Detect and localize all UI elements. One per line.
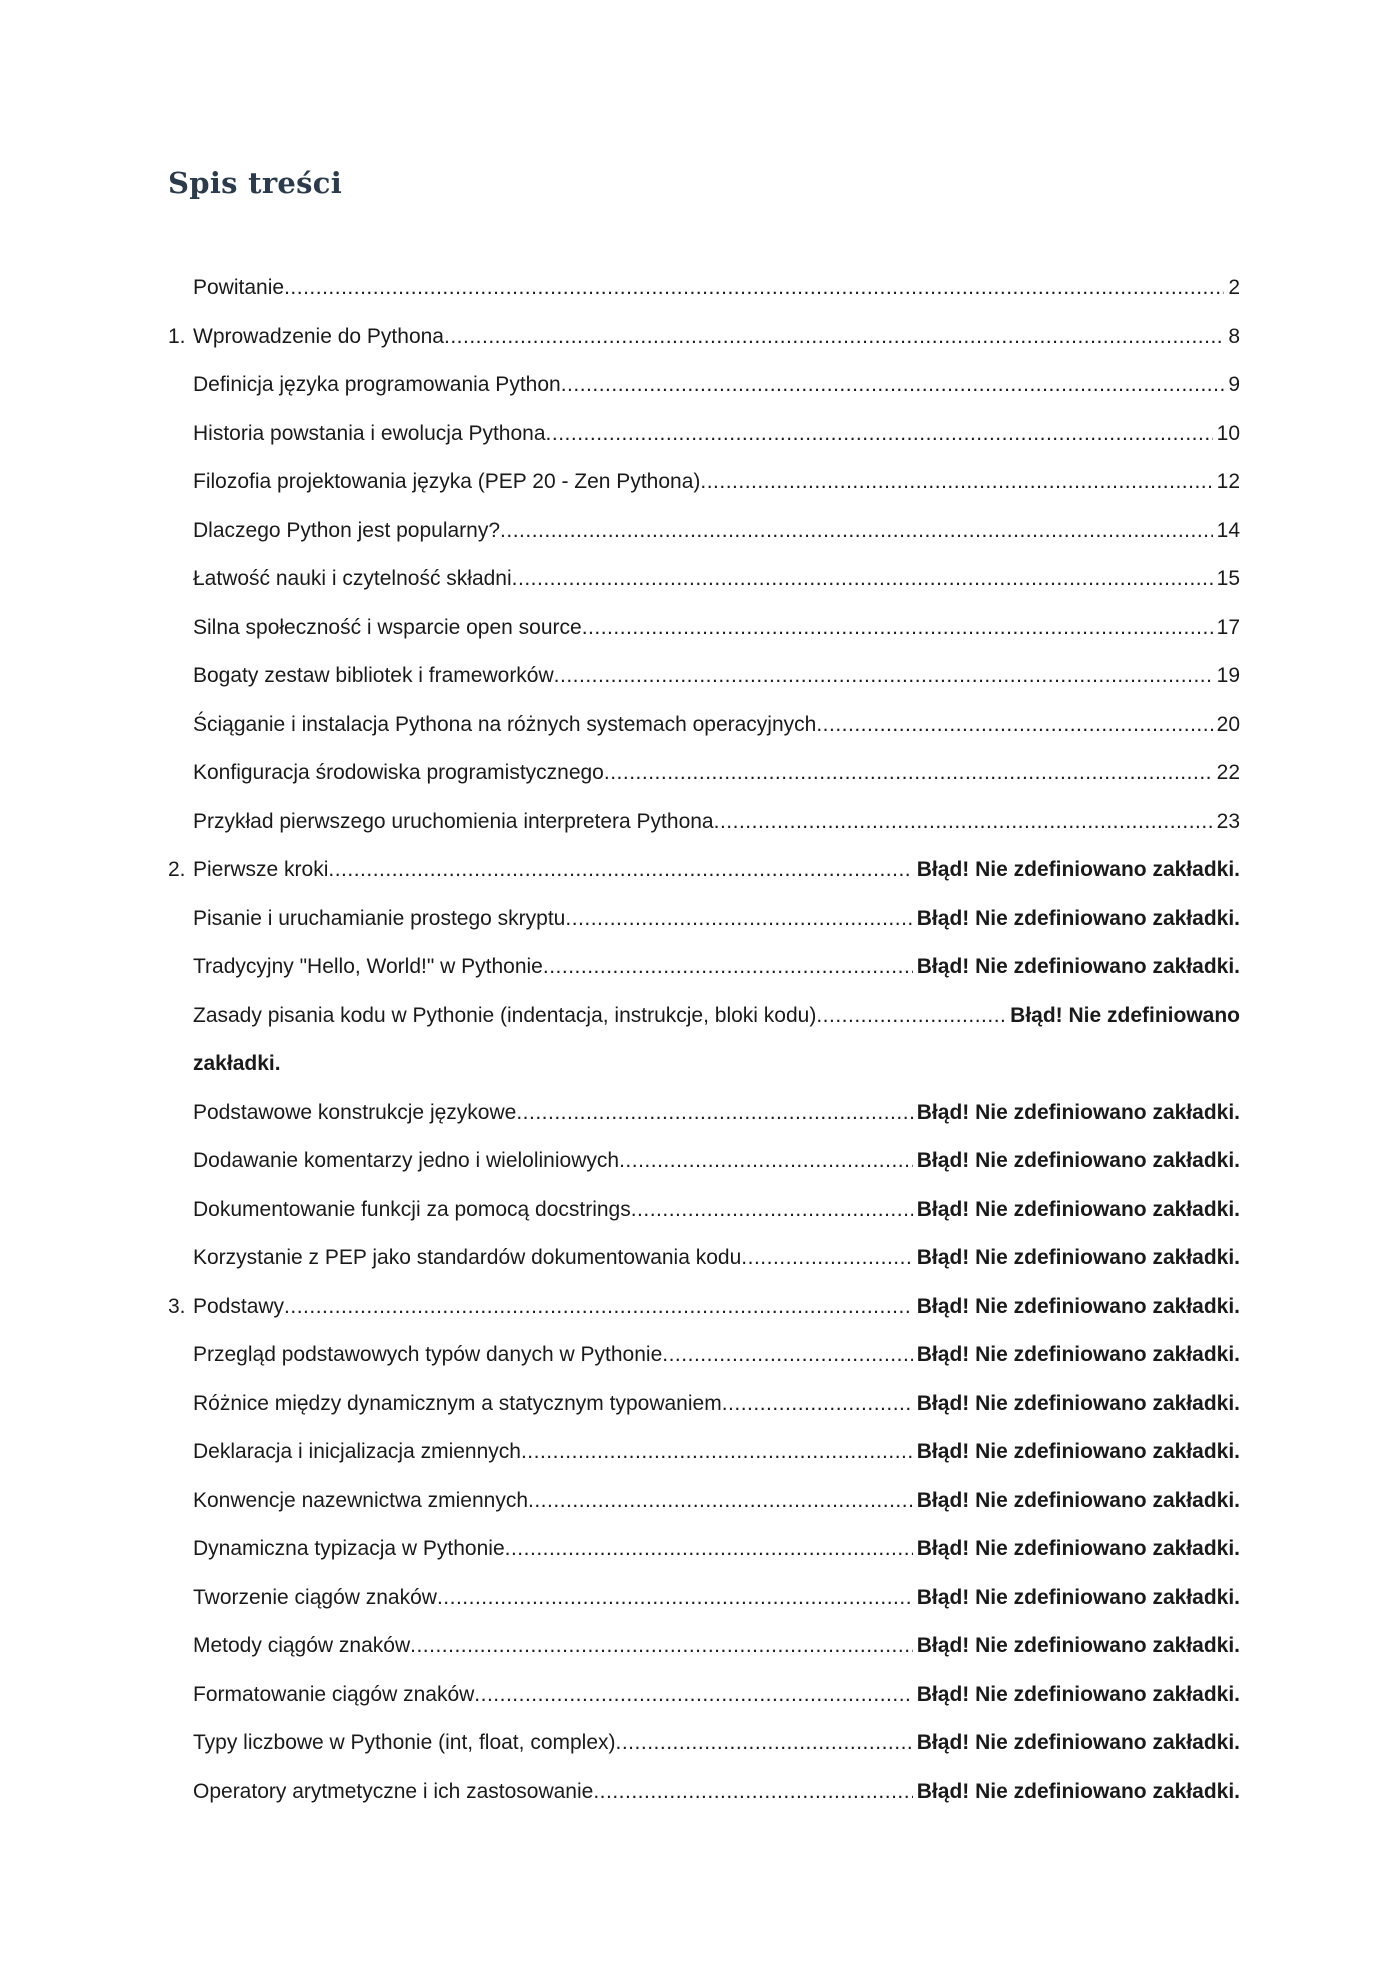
toc-bookmark-error: Błąd! Nie zdefiniowano zakładki. <box>916 1246 1240 1269</box>
toc-entry-line <box>193 1622 1240 1671</box>
toc-entry-title[interactable]: Zasady pisania kodu w Pythonie (indentacja, instrukcje, bloki kodu) <box>193 1003 817 1027</box>
toc-entry-line <box>193 1331 1240 1380</box>
toc-dot-leader <box>410 1622 913 1671</box>
toc-entry-title[interactable]: Pisanie i uruchamianie prostego skryptu <box>193 906 566 930</box>
toc-entry[interactable] <box>168 749 1240 798</box>
toc-entry-line <box>193 1234 1240 1283</box>
toc-dot-leader <box>512 555 1213 604</box>
toc-entry-line <box>193 1525 1240 1574</box>
toc-entry-line <box>193 943 1240 992</box>
toc-dot-leader <box>284 264 1224 313</box>
toc-bookmark-error: Błąd! Nie zdefiniowano zakładki. <box>916 906 1240 930</box>
toc-page-number: 20 <box>1216 712 1240 736</box>
toc-title: Spis treści <box>168 166 343 200</box>
toc-entry-title[interactable]: Konfiguracja środowiska programistycznego <box>193 761 604 784</box>
toc-entry-line <box>193 1380 1240 1429</box>
toc-bookmark-error: Błąd! Nie zdefiniowano zakładki. <box>916 1294 1240 1318</box>
toc-dot-leader <box>631 1186 913 1235</box>
toc-entry-title[interactable]: Podstawowe konstrukcje językowe <box>193 1100 517 1124</box>
toc-dot-leader <box>521 1428 913 1477</box>
toc-dot-leader <box>593 1768 912 1817</box>
toc-bookmark-error: Błąd! Nie zdefiniowano zakładki. <box>916 1779 1240 1803</box>
toc-entry-title[interactable]: Dokumentowanie funkcji za pomocą docstrings <box>193 1197 631 1221</box>
toc-dot-leader <box>565 895 912 944</box>
toc-entry[interactable] <box>168 943 1240 992</box>
toc-dot-leader <box>543 943 913 992</box>
toc-entry-number: 3. <box>168 1294 186 1318</box>
toc-entry-line <box>193 1768 1240 1817</box>
toc-entry-title[interactable]: Przegląd podstawowych typów danych w Pythonie <box>193 1343 663 1366</box>
toc-entry-title[interactable]: Podstawy <box>193 1294 285 1318</box>
toc-dot-leader <box>546 410 1213 459</box>
toc-dot-leader <box>662 1331 913 1380</box>
toc-entry[interactable] <box>168 1089 1240 1138</box>
toc-page-number: 9 <box>1228 373 1240 396</box>
toc-entry-title[interactable]: Dodawanie komentarzy jedno i wieloliniowych <box>193 1149 620 1172</box>
toc-page-number: 14 <box>1216 518 1240 542</box>
toc-dot-leader <box>528 1477 913 1526</box>
toc-entry-title[interactable]: Formatowanie ciągów znaków <box>193 1682 475 1706</box>
toc-entry-title[interactable]: Silna społeczność i wsparcie open source <box>193 615 582 639</box>
toc-dot-leader <box>444 313 1224 362</box>
toc-dot-leader <box>741 1234 912 1283</box>
toc-bookmark-error: Błąd! Nie zdefiniowano zakładki. <box>916 1100 1240 1124</box>
toc-page-number: 15 <box>1216 567 1240 590</box>
toc-entry[interactable] <box>168 264 1240 313</box>
toc-page-number: 22 <box>1216 761 1240 784</box>
toc-dot-leader <box>328 846 912 895</box>
toc-entry-number: 1. <box>168 324 186 348</box>
toc-entry[interactable] <box>168 1768 1240 1817</box>
toc-entry-title[interactable]: Bogaty zestaw bibliotek i frameworków <box>193 664 554 687</box>
toc-entry[interactable] <box>168 1380 1240 1429</box>
toc-entry[interactable] <box>168 652 1240 701</box>
toc-bookmark-error: Błąd! Nie zdefiniowano zakładki. <box>916 1391 1240 1415</box>
toc-entry-title[interactable]: Powitanie <box>193 276 285 299</box>
toc-entry[interactable] <box>168 1525 1240 1574</box>
toc-entry-line <box>193 555 1240 604</box>
toc-entry[interactable] <box>168 1671 1240 1720</box>
toc-entry[interactable] <box>168 361 1240 410</box>
toc-entry[interactable] <box>168 1186 1240 1235</box>
toc-entry[interactable] <box>168 1477 1240 1526</box>
toc-entry-title[interactable]: Konwencje nazewnictwa zmiennych <box>193 1488 529 1512</box>
toc-entry-line <box>193 1137 1240 1186</box>
toc-entry[interactable] <box>168 1137 1240 1186</box>
toc-dot-leader <box>554 652 1213 701</box>
toc-entry[interactable] <box>168 798 1240 847</box>
toc-entry[interactable] <box>168 604 1240 653</box>
toc-entry-title[interactable]: Ściąganie i instalacja Pythona na różnych systemach operacyjnych <box>193 712 817 736</box>
toc-bookmark-error: Błąd! Nie zdefiniowano zakładki. <box>916 1343 1240 1366</box>
toc-entry-line <box>193 1719 1240 1768</box>
toc-entry-line <box>193 410 1240 459</box>
toc-entry-title[interactable]: Definicja języka programowania Python <box>193 373 561 396</box>
toc-page-number: 23 <box>1216 809 1240 833</box>
toc-entry[interactable] <box>168 410 1240 459</box>
toc-entry[interactable] <box>168 507 1240 556</box>
toc-bookmark-error: Błąd! Nie zdefiniowano zakładki. <box>916 1585 1240 1609</box>
toc-entry-line <box>193 1283 1240 1332</box>
toc-entry-line <box>193 846 1240 895</box>
toc-entry-title[interactable]: Metody ciągów znaków <box>193 1634 411 1657</box>
toc-entry-title[interactable]: Operatory arytmetyczne i ich zastosowanie <box>193 1779 594 1803</box>
toc-entry-line <box>193 1671 1240 1720</box>
toc-dot-leader <box>816 992 1006 1041</box>
toc-page-number: 10 <box>1216 421 1240 445</box>
toc-bookmark-error: Błąd! Nie zdefiniowano zakładki. <box>916 955 1240 978</box>
toc-entry-title[interactable]: Różnice między dynamicznym a statycznym typowaniem <box>193 1391 722 1415</box>
toc-entry-line <box>193 1089 1240 1138</box>
toc-dot-leader <box>616 1719 913 1768</box>
toc-entry-title[interactable]: Korzystanie z PEP jako standardów dokumentowania kodu <box>193 1246 742 1269</box>
toc-entry[interactable] <box>168 1719 1240 1768</box>
toc-entry-line <box>193 992 1240 1041</box>
toc-page-number: 8 <box>1228 324 1240 348</box>
toc-dot-leader <box>619 1137 913 1186</box>
toc-entry-line <box>193 264 1240 313</box>
toc-entry[interactable] <box>168 992 1240 1089</box>
toc-dot-leader <box>500 507 1213 556</box>
toc-entry[interactable] <box>168 1574 1240 1623</box>
toc-entry-title[interactable]: Pierwsze kroki <box>193 858 329 881</box>
toc-entry-title[interactable]: Filozofia projektowania języka (PEP 20 - Zen Pythona) <box>193 470 701 493</box>
toc-entry-line <box>193 798 1240 847</box>
toc-entry-line <box>193 361 1240 410</box>
toc-dot-leader <box>722 1380 913 1429</box>
toc-entry-line <box>193 1428 1240 1477</box>
toc-dot-leader <box>284 1283 913 1332</box>
toc-entry-title[interactable]: Przykład pierwszego uruchomienia interpretera Pythona <box>193 809 714 833</box>
toc-bookmark-error: Błąd! Nie zdefiniowano zakładki. <box>916 1634 1240 1657</box>
toc-page-number: 17 <box>1216 615 1240 639</box>
toc-entry-title[interactable]: Deklaracja i inicjalizacja zmiennych <box>193 1440 521 1463</box>
toc-entry[interactable] <box>168 1283 1240 1332</box>
toc-entry-title[interactable]: Dynamiczna typizacja w Pythonie <box>193 1537 505 1560</box>
toc-entry-line <box>193 507 1240 556</box>
toc-entry-line <box>193 895 1240 944</box>
toc-entry-title[interactable]: Tradycyjny "Hello, World!" w Pythonie <box>193 955 543 978</box>
toc-page-number: 19 <box>1216 664 1240 687</box>
toc-entry[interactable] <box>168 701 1240 750</box>
toc-entry[interactable] <box>168 1622 1240 1671</box>
toc-entry-line <box>193 1574 1240 1623</box>
toc-page-number: 12 <box>1216 470 1240 493</box>
toc-entry-number: 2. <box>168 858 186 881</box>
toc-entry-line <box>193 458 1240 507</box>
toc-entry[interactable] <box>168 1331 1240 1380</box>
toc-entry-line <box>193 604 1240 653</box>
toc-dot-leader <box>516 1089 912 1138</box>
toc-entry-title[interactable]: Tworzenie ciągów znaków <box>193 1585 437 1609</box>
toc-entry-title[interactable]: Łatwość nauki i czytelność składni <box>193 567 512 590</box>
toc-entry[interactable] <box>168 1428 1240 1477</box>
toc-bookmark-error: Błąd! Nie zdefiniowano zakładki. <box>916 1682 1240 1706</box>
toc-bookmark-error: Błąd! Nie zdefiniowano zakładki. <box>916 1731 1240 1754</box>
toc-bookmark-error: Błąd! Nie zdefiniowano zakładki. <box>916 1537 1240 1560</box>
toc-entry[interactable] <box>168 313 1240 362</box>
toc-dot-leader <box>561 361 1225 410</box>
toc-dot-leader <box>816 701 1212 750</box>
toc-bookmark-error-continuation: zakładki. <box>193 1052 281 1075</box>
toc-entry[interactable] <box>168 458 1240 507</box>
toc-dot-leader <box>582 604 1213 653</box>
toc-entry[interactable] <box>168 895 1240 944</box>
toc-dot-leader <box>505 1525 913 1574</box>
toc-entry[interactable] <box>168 846 1240 895</box>
toc-entry-line <box>193 1477 1240 1526</box>
toc-dot-leader <box>700 458 1212 507</box>
toc-entry-title[interactable]: Historia powstania i ewolucja Pythona <box>193 421 546 445</box>
toc-bookmark-error: Błąd! Nie zdefiniowano zakładki. <box>916 1197 1240 1221</box>
toc-bookmark-error: Błąd! Nie zdefiniowano zakładki. <box>916 858 1240 881</box>
toc-entry[interactable] <box>168 555 1240 604</box>
toc-page-number: 2 <box>1228 276 1240 299</box>
toc-bookmark-error: Błąd! Nie zdefiniowano zakładki. <box>916 1440 1240 1463</box>
toc-dot-leader <box>474 1671 912 1720</box>
toc-entry-line <box>193 701 1240 750</box>
toc-entry-line <box>193 652 1240 701</box>
toc-entry[interactable] <box>168 1234 1240 1283</box>
toc-bookmark-error: Błąd! Nie zdefiniowano <box>1010 1003 1240 1027</box>
toc-bookmark-error: Błąd! Nie zdefiniowano zakładki. <box>916 1149 1240 1172</box>
toc-entry-title[interactable]: Wprowadzenie do Pythona <box>193 324 444 348</box>
toc-entry-title[interactable]: Typy liczbowe w Pythonie (int, float, complex) <box>193 1731 616 1754</box>
table-of-contents <box>168 264 1240 1816</box>
toc-bookmark-error: Błąd! Nie zdefiniowano zakładki. <box>916 1488 1240 1512</box>
toc-entry-line <box>193 313 1240 362</box>
toc-entry-line <box>193 749 1240 798</box>
toc-entry-title[interactable]: Dlaczego Python jest popularny? <box>193 518 501 542</box>
toc-dot-leader <box>437 1574 913 1623</box>
toc-dot-leader <box>604 749 1213 798</box>
toc-dot-leader <box>714 798 1213 847</box>
toc-entry-line <box>193 1186 1240 1235</box>
